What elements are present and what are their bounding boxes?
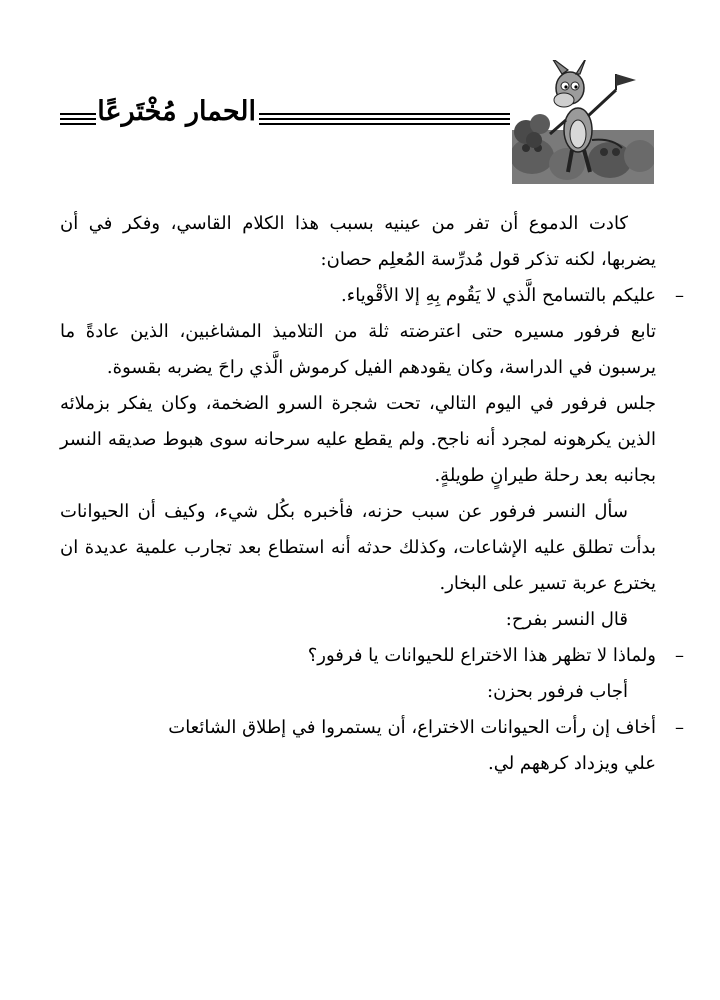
- paragraph: سأل النسر فرفور عن سبب حزنه، فأخبره بكُل شيء، وكيف أن الحيوانات بدأت تطلق عليه الإشاعات، وكذلك حدثه أنه استطاع بعد تجارب علمية عديدة ان يخترع عربة تسير على البخار.: [60, 501, 656, 594]
- cartoon-donkey-with-animals-icon: [512, 60, 654, 184]
- paragraph: جلس فرفور في اليوم التالي، تحت شجرة السرو الضخمة، وكان يفكر بزملائه الذين يكرهونه لمجرد أنه ناجح. ولم يقطع عليه سرحانه سوى هبوط صديقه النسر بجانبه بعد رحلة طيرانٍ طويلةٍ.: [60, 393, 656, 486]
- dialogue-line: [60, 638, 684, 674]
- paragraph: كادت الدموع أن تفر من عينيه بسبب هذا الكلام القاسي، وفكر في أن يضربها، لكنه تذكر قول مُدرِّسة المُعلِم حصان:: [60, 213, 656, 270]
- paragraph: قال النسر بفرح:: [505, 609, 628, 630]
- dialogue-dash: –: [675, 285, 684, 306]
- dialogue-text: ولماذا لا تظهر هذا الاختراع للحيوانات يا فرفور؟: [307, 645, 656, 666]
- story-text: [60, 206, 684, 782]
- chapter-title: الحمار مُخْتَرعًا: [97, 96, 256, 127]
- dialogue-line: [60, 710, 684, 746]
- dialogue-dash: –: [675, 717, 684, 738]
- chapter-header: [60, 60, 656, 184]
- dialogue-continuation: علي ويزداد كرههم لي.: [487, 753, 656, 774]
- dialogue-dash: –: [675, 645, 684, 666]
- header-rule-left: [60, 113, 96, 125]
- dialogue-line: [60, 278, 684, 314]
- dialogue-text: أخاف إن رأت الحيوانات الاختراع، أن يستمروا في إطلاق الشائعات: [168, 717, 656, 738]
- chapter-illustration: [512, 60, 654, 184]
- paragraph: تابع فرفور مسيره حتى اعترضته ثلة من التلاميذ المشاغبين، الذين عادةً ما يرسبون في الدراسة، وكان يقودهم الفيل كرموش الَّذي راحَ يضربه بقسوة.: [60, 321, 656, 378]
- dialogue-text: عليكم بالتسامح الَّذي لا يَقُوم بِهِ إلا الأقْوياء.: [341, 285, 656, 306]
- header-rule-middle: [259, 113, 510, 125]
- paragraph: أجاب فرفور بحزن:: [487, 681, 628, 702]
